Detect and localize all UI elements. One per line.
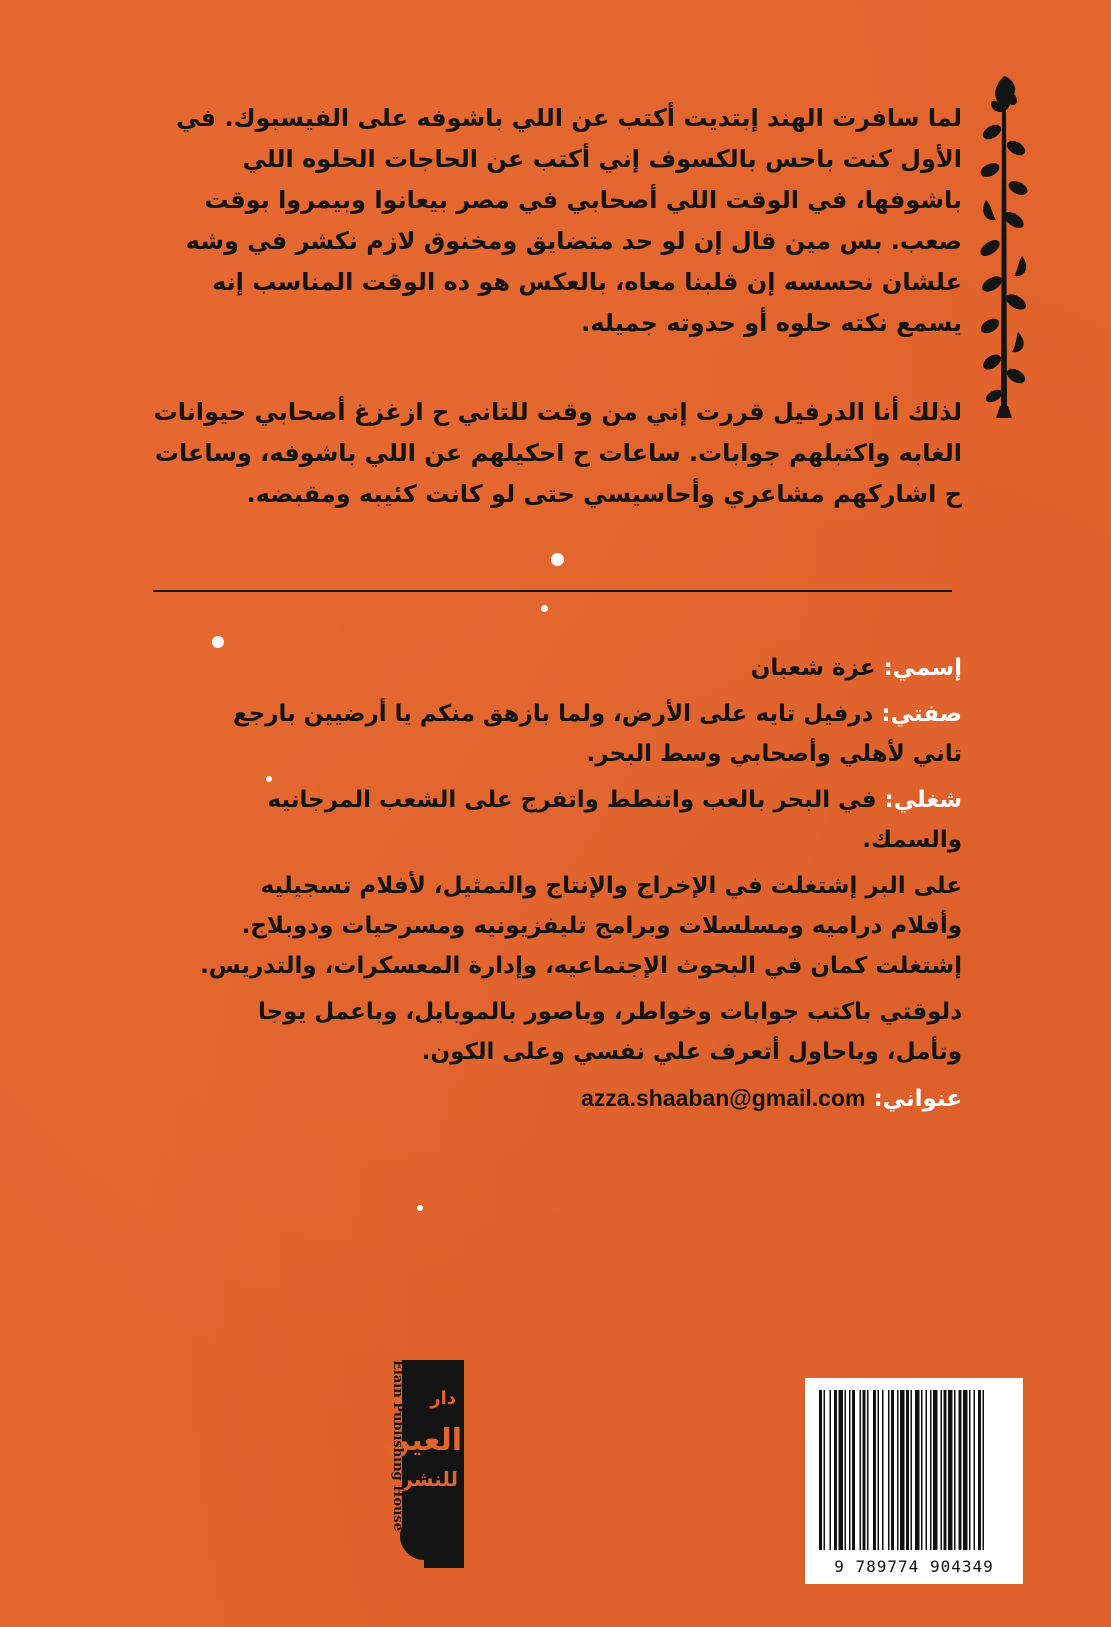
bio-trait-line xyxy=(200,694,962,774)
intro-paragraph-1 xyxy=(150,98,962,344)
bio-address-line xyxy=(200,1078,962,1119)
intro-text-1: لما سافرت الهند إبتديت أكتب عن اللي باشوفه على الفيسبوك. في الأول كنت باحس بالكسوف إني أكتب عن الحاجات الحلوه اللي باشوفها، في الوقت اللي أصحابي في مصر بيعانوا وبيمروا بوقت صعب. بس مين قال إن لو حد متضايق ومخنوق لازم نكشر في وشه علشان نحسسه إن قلبنا معاه، بالعكس هو ده الوقت المناسب إنه يسمع نكته حلوه أو حدوته جميله. xyxy=(176,104,962,337)
bio-now: دلوقتي باكتب جوابات وخواطر، وباصور بالموبايل، وباعمل يوجا وتأمل، وباحاول أتعرف علي نفسي وعلى الكون. xyxy=(257,999,962,1065)
floral-ornament-icon xyxy=(978,70,1030,420)
section-divider xyxy=(153,590,952,592)
publisher-name-main: العين xyxy=(384,1423,462,1458)
bio-name-label: إسمي: xyxy=(883,655,962,681)
intro-paragraph-2 xyxy=(150,392,962,515)
bio-job-label: شغلي: xyxy=(884,787,962,813)
bio-job-value: في البحر بالعب واتنطط واتفرج على الشعب المرجانيه والسمك. xyxy=(267,787,962,853)
bio-trait-label: صفتي: xyxy=(881,701,962,727)
bio-job-land: على البر إشتغلت في الإخراج والإنتاج والتمثيل، لأفلام تسجيليه وأفلام دراميه ومسلسلات وبرامج تليفزيونيه ومسرحيات ودوبلاج. إشتغلت كمان في البحوث الإجتماعيه، وإدارة المعسكرات، والتدريس. xyxy=(200,873,962,979)
isbn-barcode xyxy=(805,1378,1023,1584)
bio-job-line xyxy=(200,780,962,860)
bio-trait-value: درفيل تايه على الأرض، ولما بازهق منكم يا أرضيين بارجع تاني لأهلي وأصحابي وسط البحر. xyxy=(232,701,962,767)
author-bio xyxy=(200,648,962,1119)
dot-decoration xyxy=(541,605,548,612)
bio-email-link[interactable]: azza.shaaban@gmail.com xyxy=(581,1085,866,1111)
isbn-digits: 9 789774 904349 xyxy=(834,1557,994,1576)
publisher-name-top: دار xyxy=(430,1388,456,1409)
dot-decoration xyxy=(551,553,564,566)
publisher-name-bottom: للنشر xyxy=(401,1467,458,1491)
publisher-name-en: Elain Publishing House xyxy=(390,1360,405,1532)
bio-name-line xyxy=(200,648,962,688)
bio-address-label: عنواني: xyxy=(873,1086,962,1112)
dot-decoration xyxy=(417,1205,423,1211)
dot-decoration xyxy=(212,636,224,648)
barcode-bars xyxy=(819,1390,1009,1550)
bio-name-value: عزة شعبان xyxy=(750,655,876,681)
publisher-logo xyxy=(372,1360,464,1568)
intro-text-2: لذلك أنا الدرفيل قررت إني من وقت للتاني ح ازغزغ أصحابي حيوانات الغابه واكتبلهم جوابات. ساعات ح احكيلهم عن اللي باشوفه، وساعات ح اشاركهم مشاعري وأحاسيسي حتى لو كانت كئيبه ومقبضه. xyxy=(153,398,962,508)
